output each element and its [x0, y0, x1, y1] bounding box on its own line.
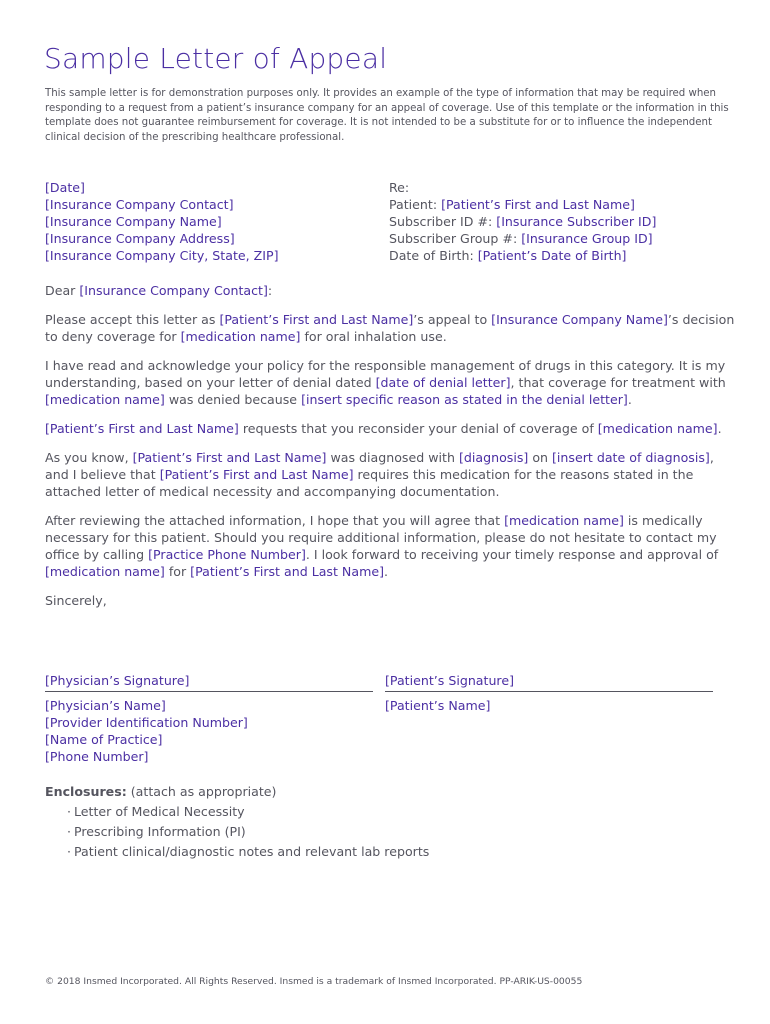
- company-city-placeholder: [Insurance Company City, State, ZIP]: [45, 248, 279, 263]
- practice-name: [Name of Practice]: [45, 732, 163, 747]
- placeholder-text: [Patient’s First and Last Name]: [219, 312, 414, 327]
- paragraph-text: Please accept this letter as: [45, 312, 220, 327]
- paragraph-text: for oral inhalation use.: [300, 329, 447, 344]
- re-label: Re:: [389, 180, 410, 195]
- paragraph-text: was diagnosed with: [326, 450, 459, 465]
- company-address-placeholder: [Insurance Company Address]: [45, 231, 235, 246]
- paragraph-text: , that coverage for treatment with: [510, 375, 726, 390]
- paragraph-text: .: [384, 564, 389, 579]
- paragraph-text: is medically necessary for this patient. Should you require additional information, please do not hesitate to contact my office by calling: [45, 513, 717, 562]
- placeholder-text: [medication name]: [45, 564, 165, 579]
- physician-name: [Physician’s Name]: [45, 698, 166, 713]
- letter-paragraph: [45, 512, 735, 580]
- bullet-icon: ·: [67, 824, 72, 839]
- greeting: [45, 282, 735, 299]
- paragraph-text: After reviewing the attached information, I hope that you will agree that: [45, 513, 505, 528]
- bullet-icon: ·: [67, 804, 72, 819]
- paragraph-text: . I look forward to receiving your timely response and approval of: [305, 547, 719, 562]
- re-dob-line: [389, 247, 656, 264]
- paragraph-text: ’s decision to deny coverage for: [45, 312, 735, 344]
- company-name-placeholder: [Insurance Company Name]: [45, 214, 222, 229]
- closing: Sincerely,: [45, 593, 107, 608]
- paragraph-text: , and I believe that: [45, 450, 714, 482]
- placeholder-text: [Patient’s First and Last Name]: [45, 421, 239, 436]
- re-dob-label: Date of Birth:: [389, 248, 478, 263]
- placeholder-text: [Insurance Company Name]: [491, 312, 668, 327]
- re-group-label: Subscriber Group #:: [389, 231, 522, 246]
- paragraph-text: .: [717, 421, 722, 436]
- letter-paragraph: [45, 357, 735, 408]
- re-group-value: [Insurance Group ID]: [521, 231, 653, 246]
- placeholder-text: [Patient’s First and Last Name]: [132, 450, 327, 465]
- placeholder-text: [medication name]: [45, 392, 165, 407]
- list-item: [67, 842, 429, 862]
- patient-name: [Patient’s Name]: [385, 698, 491, 713]
- contact-placeholder: [Insurance Company Contact]: [45, 197, 234, 212]
- physician-details: [45, 697, 248, 765]
- enclosure-item-text: Prescribing Information (PI): [74, 824, 246, 839]
- placeholder-text: [Patient’s First and Last Name]: [159, 467, 354, 482]
- placeholder-text: [Practice Phone Number]: [148, 547, 306, 562]
- physician-signature-label: [45, 672, 189, 689]
- placeholder-text: [medication name]: [180, 329, 301, 344]
- page-title: Sample Letter of Appeal: [44, 42, 388, 75]
- physician-signature-line: [45, 691, 373, 692]
- bullet-icon: ·: [67, 844, 72, 859]
- list-item: [67, 822, 429, 842]
- recipient-address: [45, 179, 279, 264]
- re-patient-value: [Patient’s First and Last Name]: [441, 197, 635, 212]
- paragraph-text: requests that you reconsider your denial of coverage of: [238, 421, 598, 436]
- footer-copyright: © 2018 Insmed Incorporated. All Rights Reserved. Insmed is a trademark of Insmed Incorporated. PP-ARIK-US-00055: [45, 976, 583, 987]
- letter-paragraph: [45, 449, 735, 500]
- paragraph-text: was denied because: [164, 392, 302, 407]
- placeholder-text: [insert date of diagnosis]: [552, 450, 710, 465]
- greeting-contact: [Insurance Company Contact]: [79, 283, 268, 298]
- paragraph-text: .: [627, 392, 632, 407]
- enclosures-note: (attach as appropriate): [126, 784, 277, 799]
- placeholder-text: [Patient’s First and Last Name]: [190, 564, 384, 579]
- enclosure-item-text: Patient clinical/diagnostic notes and relevant lab reports: [74, 844, 430, 859]
- placeholder-text: [date of denial letter]: [375, 375, 511, 390]
- paragraph-text: for: [164, 564, 191, 579]
- placeholder-text: [insert specific reason as stated in the denial letter]: [301, 392, 628, 407]
- patient-details: [385, 697, 490, 714]
- list-item: [67, 802, 429, 822]
- greeting-prefix: Dear: [45, 283, 80, 298]
- patient-signature-line: [385, 691, 713, 692]
- paragraph-text: requires this medication for the reasons stated in the attached letter of medical necessity and accompanying documentation.: [45, 467, 694, 499]
- provider-id: [Provider Identification Number]: [45, 715, 248, 730]
- re-block: [389, 179, 656, 264]
- enclosures-heading: [45, 783, 429, 800]
- physician-signature-text: [Physician’s Signature]: [45, 673, 190, 688]
- letter-paragraph: [45, 420, 735, 437]
- placeholder-text: [diagnosis]: [458, 450, 529, 465]
- date-placeholder: [Date]: [45, 180, 85, 195]
- re-subscriber-id-value: [Insurance Subscriber ID]: [496, 214, 657, 229]
- phone-number: [Phone Number]: [45, 749, 149, 764]
- paragraph-text: ’s appeal to: [413, 312, 492, 327]
- enclosures-label: Enclosures:: [45, 784, 127, 799]
- greeting-suffix: :: [267, 283, 273, 298]
- letter-paragraph: [45, 311, 735, 345]
- re-patient-label: Patient:: [389, 197, 442, 212]
- re-patient-line: [389, 196, 656, 213]
- paragraph-text: on: [528, 450, 553, 465]
- re-subscriber-id-line: [389, 213, 656, 230]
- re-group-line: [389, 230, 656, 247]
- enclosure-item-text: Letter of Medical Necessity: [74, 804, 245, 819]
- paragraph-text: I have read and acknowledge your policy for the responsible management of drugs in this category. It is my understanding, based on your letter of denial dated: [45, 358, 726, 390]
- disclaimer-text: This sample letter is for demonstration purposes only. It provides an example of the type of information that may be required when responding to a request from a patient’s insurance company for an appeal of coverage. Use of this template or the information in this template does not guarantee reimbursement for coverage. It is not intended to be a substitute for or to influence the independent clinical decision of the prescribing healthcare professional.: [45, 88, 729, 143]
- placeholder-text: [medication name]: [597, 421, 718, 436]
- enclosures-section: [45, 783, 429, 862]
- paragraph-text: As you know,: [45, 450, 133, 465]
- enclosures-list: [45, 802, 429, 862]
- placeholder-text: [medication name]: [504, 513, 624, 528]
- re-subscriber-id-label: Subscriber ID #:: [389, 214, 497, 229]
- patient-signature-text: [Patient’s Signature]: [385, 673, 514, 688]
- re-dob-value: [Patient’s Date of Birth]: [477, 248, 627, 263]
- letter-paragraphs: [45, 311, 735, 580]
- letter-body: [45, 282, 735, 621]
- patient-signature-label: [385, 672, 514, 689]
